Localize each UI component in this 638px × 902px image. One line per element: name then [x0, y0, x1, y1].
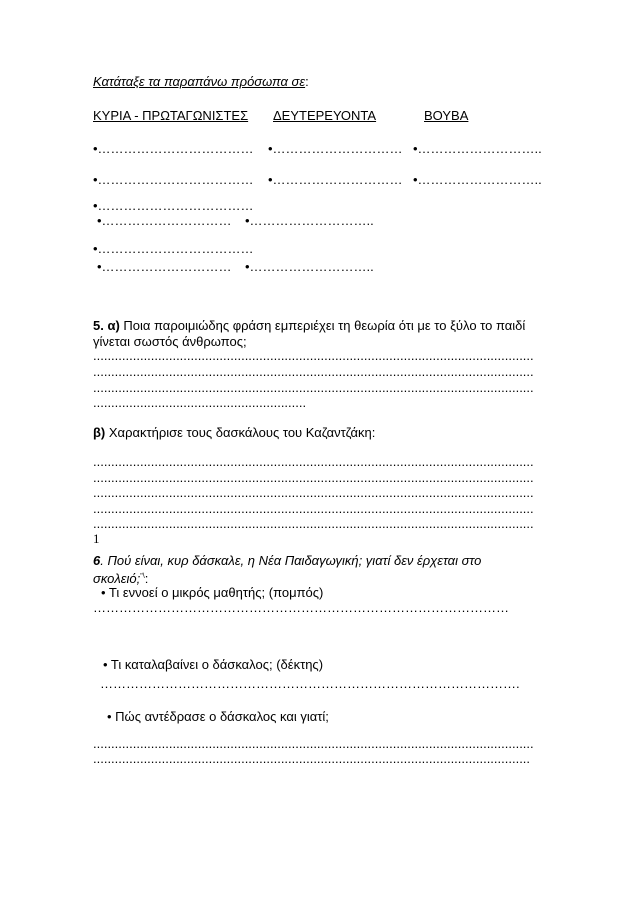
bullet-blank: •…………………………	[268, 141, 403, 156]
bullet-blank: •…………………………	[97, 213, 232, 228]
question-6	[93, 553, 481, 568]
bullet-blank: •…………………………	[97, 259, 232, 274]
column-header-main: ΚΥΡΙΑ - ΠΡΩΤΑΓΩΝΙΣΤΕΣ	[93, 108, 249, 123]
question-number: 6	[93, 553, 101, 568]
page-marker: 1	[93, 531, 100, 546]
answer-line: ..........................................................................................................................	[93, 736, 534, 751]
bullet-blank: •………………………..	[413, 141, 542, 156]
bullet-blank: •………………………………	[93, 141, 254, 156]
bullet-blank: •………………………..	[245, 213, 374, 228]
question-label: β)	[93, 425, 106, 440]
column-header-secondary: ΔΕΥΤΕΡΕΥΟΝΤΑ	[273, 108, 377, 123]
question-text-line2: γίνεται σωστός άνθρωπος;	[93, 334, 247, 349]
bullet-blank: •………………………………	[93, 172, 254, 187]
heading-text: Κατάταξε τα παραπάνω πρόσωπα σε	[93, 74, 306, 89]
answer-line: ……………………………………………………………………………………	[93, 600, 509, 615]
answer-line: …………………………………………………………………………………….	[100, 676, 520, 691]
answer-line: ..........................................................................................................................	[93, 454, 534, 469]
quote-mark: "\	[140, 573, 145, 580]
answer-line: .........................................................................................................................	[93, 751, 531, 766]
answer-line: ..........................................................................................................................	[93, 364, 534, 379]
bullet-blank: •…………………………	[268, 172, 403, 187]
bullet-blank: •………………………………	[93, 241, 254, 256]
question-text: Χαρακτήρισε τους δασκάλους του Καζαντζάκη:	[105, 425, 376, 440]
answer-line: ..........................................................................................................................	[93, 470, 534, 485]
question-number: 5. α)	[93, 318, 120, 333]
bullet-blank: •………………………………	[93, 198, 254, 213]
question-6-line2	[93, 569, 148, 586]
section-heading	[93, 74, 309, 89]
sub-question: • Τι καταλαβαίνει ο δάσκαλος; (δέκτης)	[103, 657, 324, 672]
sub-question: • Πώς αντέδρασε ο δάσκαλος και γιατί;	[107, 709, 329, 724]
answer-line: ..........................................................................................................................	[93, 501, 534, 516]
answer-line: ..........................................................................................................................	[93, 348, 534, 363]
question-5a	[93, 318, 525, 333]
question-colon: :	[144, 571, 149, 586]
heading-colon: :	[305, 74, 309, 89]
question-text: . Πού είναι, κυρ δάσκαλε, η Νέα Παιδαγωγική; γιατί δεν έρχεται στο	[100, 553, 482, 568]
answer-line: ..........................................................................................................................	[93, 380, 534, 395]
question-text: σκολειό;	[93, 571, 141, 586]
answer-line: ..........................................................................................................................	[93, 516, 534, 531]
answer-line: ...........................................................	[93, 395, 307, 410]
question-5b	[93, 425, 375, 440]
column-header-silent: ΒΟΥΒΑ	[424, 108, 469, 123]
question-text: Ποια παροιμιώδης φράση εμπεριέχει τη θεωρία ότι με το ξύλο το παιδί	[119, 318, 526, 333]
bullet-blank: •………………………..	[245, 259, 374, 274]
bullet-blank: •………………………..	[413, 172, 542, 187]
sub-question: • Τι εννοεί ο μικρός μαθητής; (πομπός)	[101, 585, 324, 600]
answer-line: ..........................................................................................................................	[93, 485, 534, 500]
